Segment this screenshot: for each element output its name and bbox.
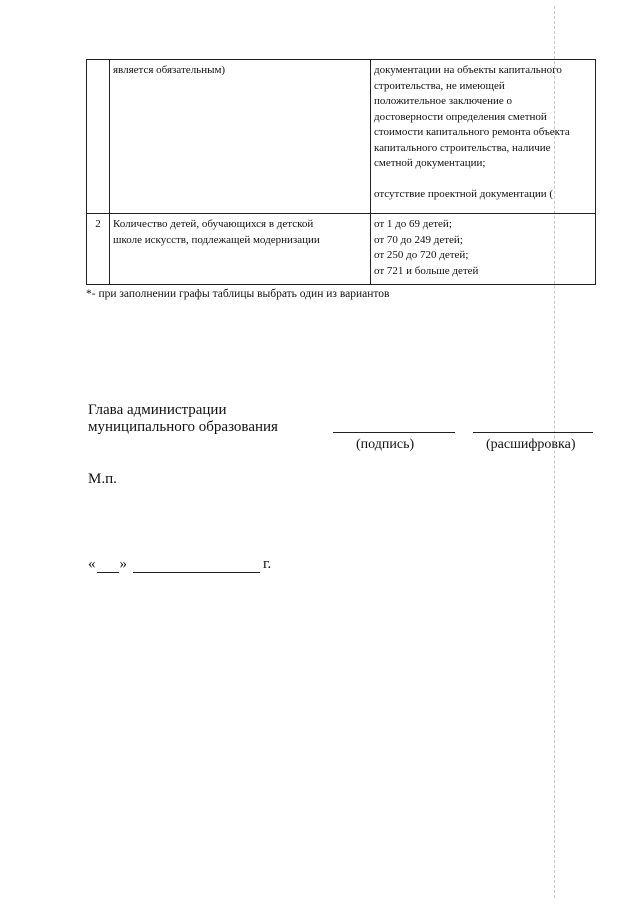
value-line: достоверности определения сметной xyxy=(374,110,547,123)
value-line: документации на объекты капитального xyxy=(374,64,562,76)
value-line: капитального строительства, наличие xyxy=(374,141,551,154)
criterion-name-line: Количество детей, обучающихся в детской xyxy=(113,218,314,230)
table-row xyxy=(87,214,596,285)
date-open-quote: « xyxy=(88,556,96,572)
criterion-name-line: школе искусств, подлежащей модернизации xyxy=(113,233,320,246)
value-line: стоимости капитального ремонта объекта xyxy=(374,126,570,138)
value-line: от 250 до 720 детей; xyxy=(374,249,469,261)
row-number xyxy=(87,60,110,214)
criterion-values xyxy=(371,214,596,285)
value-line: от 721 и больше детей xyxy=(374,264,479,277)
value-line: отсутствие проектной документации ( xyxy=(374,187,554,200)
signatory-title xyxy=(88,402,278,436)
signature-label: (подпись) xyxy=(356,437,415,452)
criterion-values xyxy=(371,60,596,214)
criteria-table xyxy=(86,59,596,285)
criterion-name xyxy=(110,214,371,285)
date-close-quote: » xyxy=(119,556,127,572)
row-number: 2 xyxy=(87,214,110,285)
value-line: от 70 до 249 детей; xyxy=(374,233,463,246)
table-footnote: *- при заполнении графы таблицы выбрать один из вариантов xyxy=(86,288,390,300)
year-suffix: г. xyxy=(263,556,272,572)
decoding-line xyxy=(473,432,593,433)
table-row xyxy=(87,60,596,214)
value-line: сметной документации; xyxy=(374,157,486,169)
month-blank xyxy=(133,560,260,573)
value-line: положительное заключение о xyxy=(374,95,512,107)
criterion-name-line: является обязательным) xyxy=(113,64,226,76)
criterion-name xyxy=(110,60,371,214)
value-spacer xyxy=(374,172,592,187)
signature-line xyxy=(333,432,455,433)
day-blank xyxy=(97,560,119,573)
value-line: от 1 до 69 детей; xyxy=(374,218,452,230)
date-field xyxy=(88,556,271,573)
value-line: строительства, не имеющей xyxy=(374,79,505,92)
decoding-label: (расшифровка) xyxy=(486,437,576,452)
signatory-title-line: Глава администрации xyxy=(88,402,227,418)
signatory-title-line: муниципального образования xyxy=(88,419,278,435)
seal-placeholder: М.п. xyxy=(88,471,117,487)
